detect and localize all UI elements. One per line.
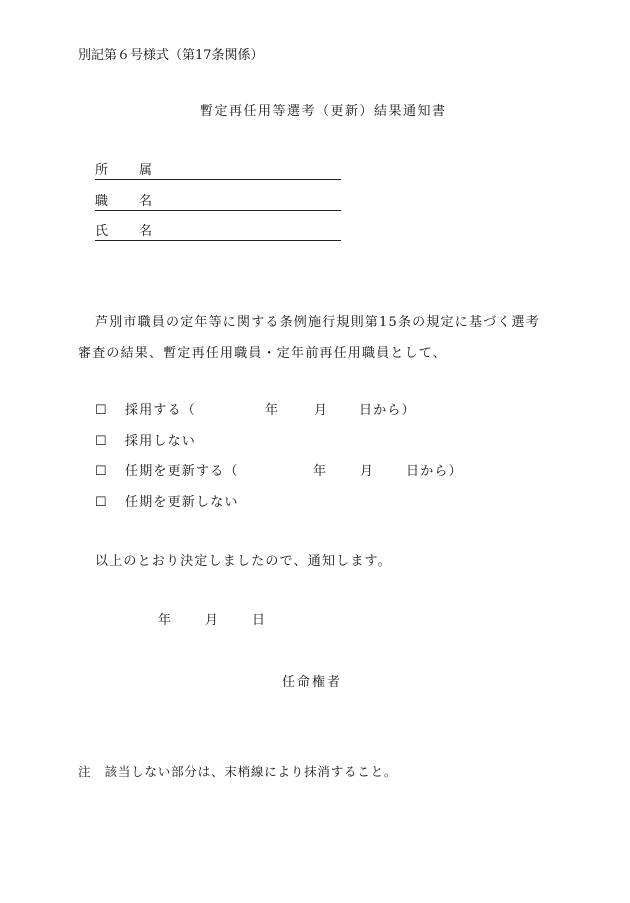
adopt-day-from: 日から）	[359, 403, 416, 418]
renew-month: 月	[360, 464, 374, 479]
affiliation-label-b: 属	[139, 163, 153, 178]
not-renew-label: 任期を更新しない	[125, 495, 239, 510]
date-day: 日	[252, 613, 266, 628]
date-year: 年	[158, 613, 172, 628]
adopt-label: 採用する（	[125, 403, 197, 418]
renew-checkbox[interactable]: ☐	[95, 464, 107, 479]
body-line-2: 審査の結果、暫定再任用職員・定年前再任用職員として、	[78, 346, 447, 361]
position-field	[95, 194, 341, 211]
position-label-b: 名	[139, 194, 153, 209]
renew-day-from: 日から）	[406, 464, 463, 479]
not-renew-checkbox[interactable]: ☐	[95, 495, 107, 510]
renew-label: 任期を更新する（	[125, 464, 239, 479]
name-label-b: 名	[139, 224, 153, 239]
form-number: 別記第６号様式（第17条関係）	[78, 48, 264, 63]
body-line-1: 芦別市職員の定年等に関する条例施行規則第15条の規定に基づく選考	[95, 315, 540, 330]
document-title: 暫定再任用等選考（更新）結果通知書	[200, 104, 447, 119]
adopt-month: 月	[314, 403, 328, 418]
not-adopt-checkbox[interactable]: ☐	[95, 434, 107, 449]
affiliation-label-a: 所	[95, 163, 109, 178]
adopt-checkbox[interactable]: ☐	[95, 403, 107, 418]
affiliation-field	[95, 163, 341, 180]
adopt-year: 年	[265, 403, 279, 418]
name-field	[95, 224, 341, 241]
name-label-a: 氏	[95, 224, 109, 239]
date-month: 月	[205, 613, 219, 628]
not-adopt-label: 採用しない	[125, 434, 197, 449]
renew-year: 年	[313, 464, 327, 479]
position-label-a: 職	[95, 194, 109, 209]
footnote: 注 該当しない部分は、末梢線により抹消すること。	[78, 764, 398, 779]
appointer: 任命権者	[282, 675, 343, 690]
conclusion-text: 以上のとおり決定しましたので、通知します。	[95, 554, 392, 569]
